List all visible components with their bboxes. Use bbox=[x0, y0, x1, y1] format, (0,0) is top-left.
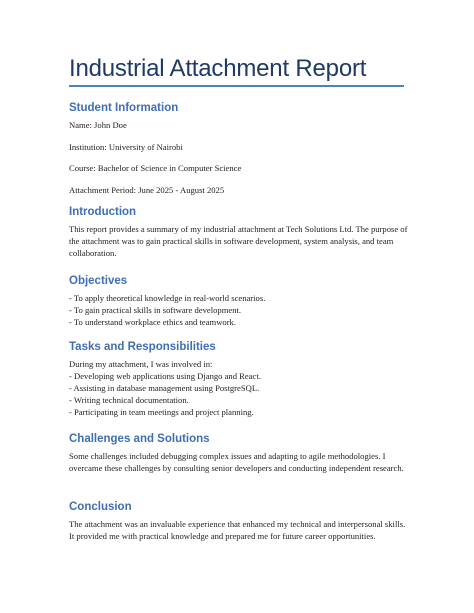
objectives-heading: Objectives bbox=[69, 275, 128, 287]
objective-item: - To gain practical skills in software development. bbox=[69, 305, 242, 315]
attachment-period: Attachment Period: June 2025 - August 2025 bbox=[69, 184, 225, 195]
tasks-intro: During my attachment, I was involved in: bbox=[69, 359, 213, 369]
introduction-text: This report provides a summary of my industrial attachment at Tech Solutions Ltd. The purpose of the attachment was to gain practical skills in software development, system analysis, and team collaboration. bbox=[69, 224, 408, 258]
objectives-section bbox=[69, 274, 409, 328]
student-course: Course: Bachelor of Science in Computer Science bbox=[69, 163, 242, 173]
conclusion-heading: Conclusion bbox=[69, 501, 132, 513]
task-item: - Assisting in database management using PostgreSQL. bbox=[69, 383, 260, 393]
student-name: Name: John Doe bbox=[69, 120, 127, 130]
introduction-section bbox=[69, 205, 409, 259]
conclusion-section bbox=[69, 500, 409, 542]
student-info-section bbox=[69, 101, 409, 205]
tasks-heading: Tasks and Responsibilities bbox=[69, 341, 216, 353]
task-item: - Writing technical documentation. bbox=[69, 395, 189, 405]
challenges-heading: Challenges and Solutions bbox=[69, 433, 210, 445]
task-item: - Participating in team meetings and project planning. bbox=[69, 407, 254, 417]
objective-item: - To understand workplace ethics and teamwork. bbox=[69, 317, 237, 327]
objective-item: - To apply theoretical knowledge in real-world scenarios. bbox=[69, 293, 266, 303]
introduction-heading: Introduction bbox=[69, 206, 137, 218]
student-institution: Institution: University of Nairobi bbox=[69, 141, 183, 152]
challenges-section bbox=[69, 432, 409, 474]
conclusion-text: The attachment was an invaluable experience that enhanced my technical and interpersonal skills. It provided me with practical knowledge and prepared me for future career opportunities. bbox=[69, 519, 406, 541]
report-title: Industrial Attachment Report bbox=[69, 55, 367, 82]
challenges-text: Some challenges included debugging complex issues and adapting to agile methodologies. I overcame these challenges by consulting senior developers and conducting independent research. bbox=[69, 451, 404, 473]
tasks-section bbox=[69, 340, 409, 418]
student-info-heading: Student Information bbox=[69, 102, 179, 114]
title-underline bbox=[69, 85, 404, 87]
task-item: - Developing web applications using Django and React. bbox=[69, 371, 261, 381]
